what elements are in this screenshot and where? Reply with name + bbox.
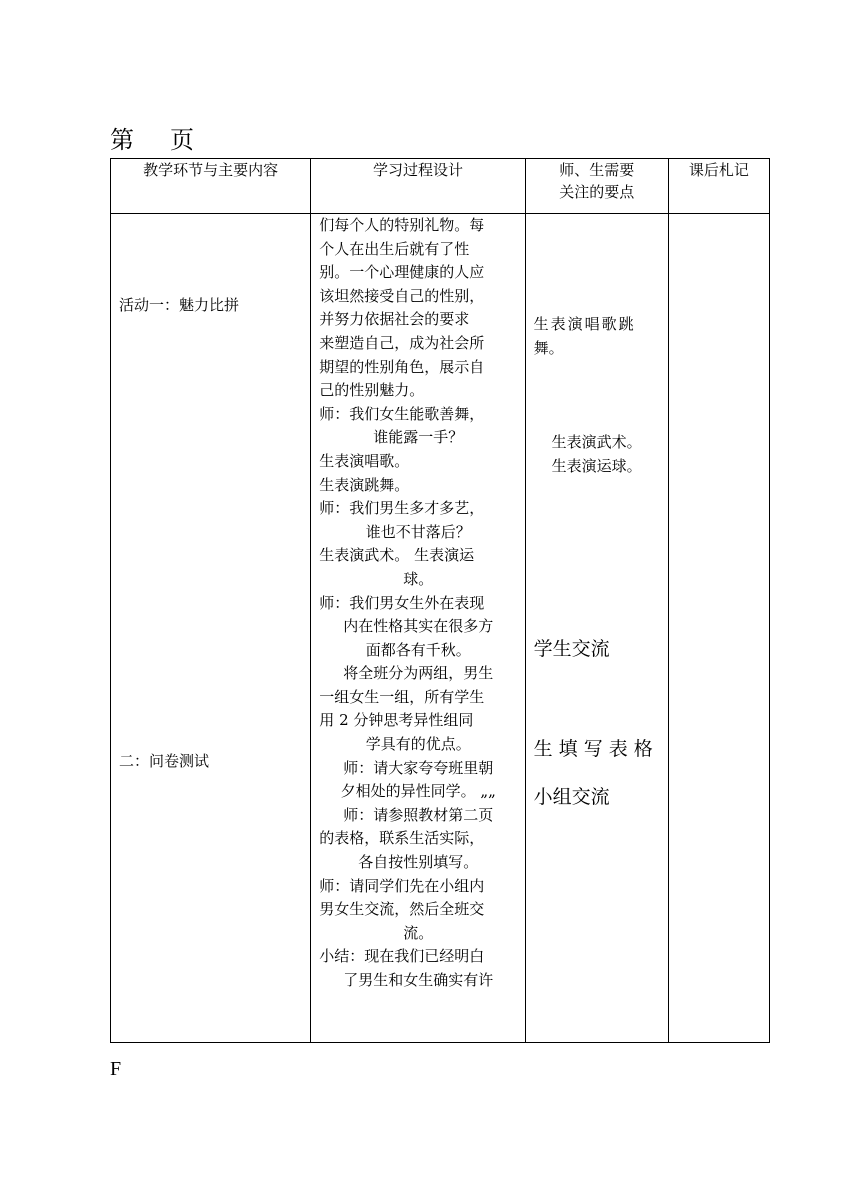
process-line: 小结：现在我们已经明白 bbox=[319, 947, 485, 966]
page-title-left: 第 bbox=[110, 126, 134, 154]
header-key-points-line2: 关注的要点 bbox=[559, 183, 635, 201]
process-text bbox=[319, 214, 517, 993]
process-line: 生表演武术。 生表演运 bbox=[319, 546, 475, 565]
process-line: 师：我们男生多才多艺， bbox=[319, 499, 485, 518]
header-key-points bbox=[525, 159, 668, 214]
process-line: 面都各有千秋。 bbox=[365, 640, 471, 659]
process-line: 生表演唱歌。 bbox=[319, 451, 410, 470]
key-points-cell bbox=[525, 214, 668, 1043]
process-line: 该坦然接受自己的性别， bbox=[319, 286, 485, 305]
process-line: 球。 bbox=[403, 569, 434, 588]
process-line: 男女生交流，然后全班交 bbox=[319, 900, 485, 919]
page-title bbox=[110, 120, 194, 155]
process-line: 们每个人的特别礼物。每 bbox=[319, 216, 485, 234]
process-line: 谁也不甘落后？ bbox=[365, 522, 471, 541]
section-activity-one: 活动一：魅力比拼 bbox=[119, 296, 240, 314]
process-line: 别。一个心理健康的人应 bbox=[319, 263, 485, 282]
section-questionnaire: 二：问卷测试 bbox=[119, 752, 210, 770]
note-sing-dance-end: 舞。 bbox=[533, 339, 564, 357]
process-line: 夕相处的异性同学。 „„ bbox=[340, 782, 496, 801]
process-cell bbox=[311, 214, 525, 1043]
process-line: 来塑造自己，成为社会所 bbox=[319, 333, 485, 352]
process-line: 各自按性别填写。 bbox=[358, 853, 479, 872]
process-line: 生表演跳舞。 bbox=[319, 475, 410, 494]
process-line: 的表格，联系生活实际， bbox=[319, 829, 485, 848]
table-header-row bbox=[111, 159, 770, 214]
note-student-exchange: 学生交流 bbox=[533, 638, 610, 660]
process-line: 个人在出生后就有了性 bbox=[319, 239, 470, 258]
header-process-design: 学习过程设计 bbox=[311, 159, 525, 214]
process-line: 师：请参照教材第二页 bbox=[343, 805, 494, 824]
note-sing-dance: 生表演唱歌跳 bbox=[533, 315, 636, 333]
process-line: 内在性格其实在很多方 bbox=[343, 617, 494, 636]
process-line: 师：我们男女生外在表现 bbox=[319, 593, 485, 612]
process-line: 师：请同学们先在小组内 bbox=[319, 876, 485, 895]
process-line: 谁能露一手？ bbox=[373, 428, 464, 447]
process-line: 并努力依据社会的要求 bbox=[319, 310, 470, 329]
process-line: 将全班分为两组，男生 bbox=[343, 664, 494, 683]
note-fill-table: 生 填 写 表 格 bbox=[533, 738, 653, 760]
process-line: 流。 bbox=[403, 923, 434, 942]
lesson-plan-table bbox=[110, 158, 770, 1043]
note-martial-arts: 生表演武术。 bbox=[551, 433, 642, 451]
process-line: 用 2 分钟思考异性组同 bbox=[319, 711, 474, 730]
process-line: 期望的性别角色，展示自 bbox=[319, 357, 485, 376]
process-line: 师：我们女生能歌善舞， bbox=[319, 404, 485, 423]
header-after-class-notes: 课后札记 bbox=[668, 159, 769, 214]
process-line: 一组女生一组，所有学生 bbox=[319, 687, 485, 706]
process-line: 了男生和女生确实有许 bbox=[343, 971, 494, 989]
process-line: 师：请大家夸夸班里朝 bbox=[343, 758, 494, 777]
page-title-right: 页 bbox=[170, 126, 194, 154]
table-body-row bbox=[111, 214, 770, 1043]
note-dribbling: 生表演运球。 bbox=[551, 457, 642, 475]
process-line: 学具有的优点。 bbox=[365, 735, 471, 754]
header-teaching-section: 教学环节与主要内容 bbox=[111, 159, 311, 214]
section-cell bbox=[111, 214, 311, 1043]
header-key-points-line1: 师、生需要 bbox=[559, 161, 635, 179]
after-class-notes-cell bbox=[668, 214, 769, 1043]
footer-mark: F bbox=[110, 1058, 122, 1080]
process-line: 己的性别魅力。 bbox=[319, 381, 425, 400]
note-group-exchange: 小组交流 bbox=[533, 786, 610, 808]
